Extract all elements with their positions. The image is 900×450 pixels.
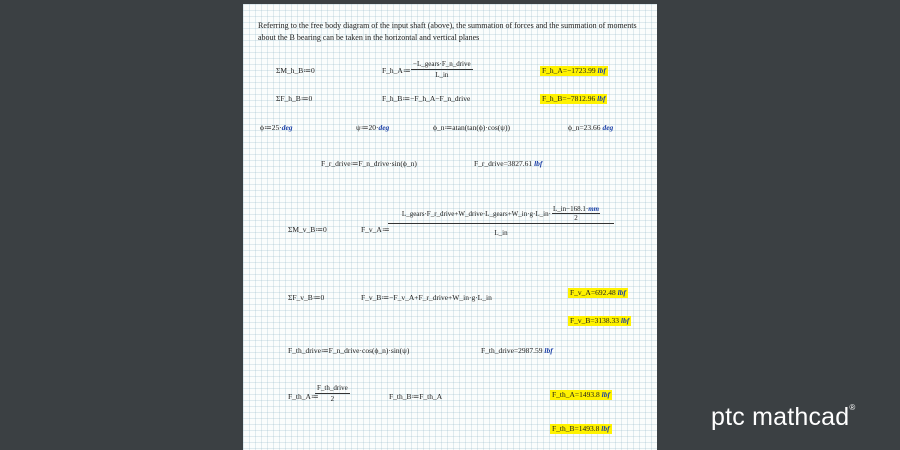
fthb-result[interactable] (550, 424, 612, 434)
fhb-equation[interactable]: F_h_B≔−F_h_A−F_n_drive (382, 94, 471, 103)
phin-result[interactable] (568, 124, 613, 132)
ftha-fraction[interactable] (315, 384, 350, 403)
psi-definition[interactable] (356, 124, 389, 132)
fva-numerator-terms: L_gears·F_r_drive+W_drive·L_gears+W_in·g·L_in· (401, 209, 551, 218)
fva-inner-fraction (552, 205, 600, 222)
ftha-denominator: 2 (330, 395, 335, 403)
fr-drive-definition[interactable]: F_r_drive≔F_n_drive·sin(ϕ_n) (321, 159, 417, 168)
force-sum-v-b[interactable]: ΣF_v_B≔0 (288, 293, 325, 302)
fthb-result-value: F_th_B=1493.8 (552, 424, 600, 433)
fth-drive-result-value: F_th_drive=2987.59 (481, 346, 543, 355)
fva-result-unit: lbf (617, 288, 626, 297)
fhb-result-unit: lbf (597, 94, 606, 103)
ftha-lhs[interactable]: F_th_A≔ (288, 392, 319, 401)
fva-result-value: F_v_A=692.48 (570, 288, 616, 297)
phi-value: ϕ≔25· (260, 123, 282, 132)
fthb-equation[interactable]: F_th_B≔F_th_A (389, 392, 443, 401)
fth-drive-result-unit: lbf (544, 346, 553, 355)
force-sum-h-b[interactable]: ΣF_h_B≔0 (276, 94, 313, 103)
worksheet[interactable] (243, 4, 657, 450)
fva-inner-numerator (552, 205, 600, 214)
ftha-result-unit: lbf (601, 390, 610, 399)
fthb-result-unit: lbf (601, 424, 610, 433)
fvb-result-value: F_v_B=3138.33 (570, 316, 620, 325)
phi-definition[interactable] (260, 124, 293, 132)
fha-fraction[interactable] (411, 60, 473, 79)
phin-definition[interactable]: ϕ_n≔atan(tan(ϕ)·cos(ψ)) (433, 123, 510, 132)
phin-result-value: ϕ_n=23.66 (568, 123, 601, 132)
phin-result-unit: deg (602, 123, 614, 132)
fr-drive-result[interactable] (474, 160, 542, 168)
fr-drive-result-unit: lbf (534, 159, 543, 168)
psi-unit: deg (378, 123, 390, 132)
fth-drive-definition[interactable]: F_th_drive≔F_n_drive·cos(ϕ_n)·sin(ψ) (288, 346, 410, 355)
fva-result[interactable] (568, 288, 628, 298)
fha-numerator: −L_gears·F_n_drive (413, 60, 471, 68)
fha-result-unit: lbf (597, 66, 606, 75)
ftha-result-value: F_th_A=1493.8 (552, 390, 600, 399)
fva-inner-denominator: 2 (574, 214, 578, 222)
fha-denominator: L_in (435, 71, 449, 79)
moment-sum-h-b[interactable]: ΣM_h_B≔0 (276, 66, 315, 75)
fvb-result[interactable] (568, 316, 631, 326)
ftha-numerator: F_th_drive (317, 384, 348, 392)
fvb-result-unit: lbf (620, 316, 630, 325)
fva-inner-unit: mm (588, 205, 600, 213)
intro-paragraph: Referring to the free body diagram of the input shaft (above), the summation of forces and the summation of moments about the B bearing can be taken in the horizontal and vertical planes (258, 21, 637, 42)
fha-lhs[interactable]: F_h_A≔ (382, 66, 411, 75)
moment-sum-v-b[interactable]: ΣM_v_B≔0 (288, 225, 327, 234)
ftha-result[interactable] (550, 390, 612, 400)
fhb-result[interactable] (540, 94, 607, 104)
logo-wordmark: ptc mathcad (711, 403, 850, 431)
fva-lhs[interactable]: F_v_A≔ (361, 225, 390, 234)
phi-unit: deg (281, 123, 293, 132)
fth-drive-result[interactable] (481, 347, 553, 355)
logo-registered-mark: ® (849, 403, 856, 412)
fva-numerator (388, 205, 614, 224)
fha-result-value: F_h_A=−1723.99 (542, 66, 596, 75)
fhb-result-value: F_h_B=−7812.96 (542, 94, 596, 103)
psi-value: ψ≔20· (356, 123, 379, 132)
ptc-mathcad-logo (711, 403, 856, 432)
fva-fraction[interactable] (388, 205, 614, 237)
fha-result[interactable] (540, 66, 608, 76)
fva-inner-value: L_in−168.1· (552, 205, 589, 213)
fr-drive-result-value: F_r_drive=3827.61 (474, 159, 533, 168)
fvb-equation[interactable]: F_v_B≔−F_v_A+F_r_drive+W_in·g·L_in (361, 293, 492, 302)
fva-denominator: L_in (494, 229, 508, 237)
